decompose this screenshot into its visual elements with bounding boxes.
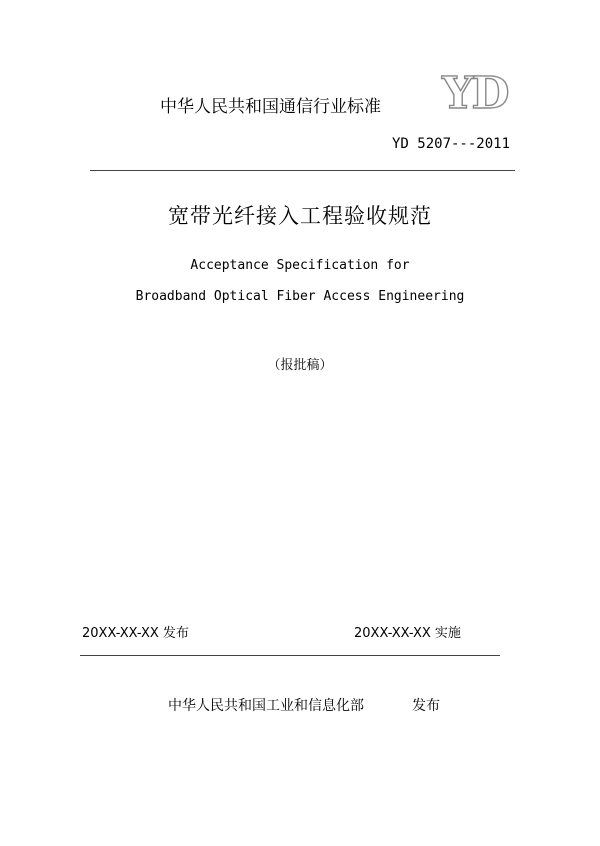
yd-logo: YD <box>442 68 508 119</box>
publisher-name: 中华人民共和国工业和信息化部 <box>168 698 364 714</box>
bottom-divider <box>80 655 500 656</box>
document-title-en-line1: Acceptance Specification for <box>190 258 410 273</box>
top-divider <box>90 170 515 171</box>
effective-date: 20XX-XX-XX 实施 <box>354 626 461 641</box>
draft-label: （报批稿） <box>267 358 333 373</box>
document-title-en-line2: Broadband Optical Fiber Access Engineering <box>135 289 465 304</box>
publisher-action: 发布 <box>412 698 440 714</box>
standard-number: YD 5207---2011 <box>392 136 511 152</box>
document-title-cn: 宽带光纤接入工程验收规范 <box>168 204 432 228</box>
header-title: 中华人民共和国通信行业标准 <box>160 97 381 117</box>
publish-date: 20XX-XX-XX 发布 <box>82 626 189 641</box>
